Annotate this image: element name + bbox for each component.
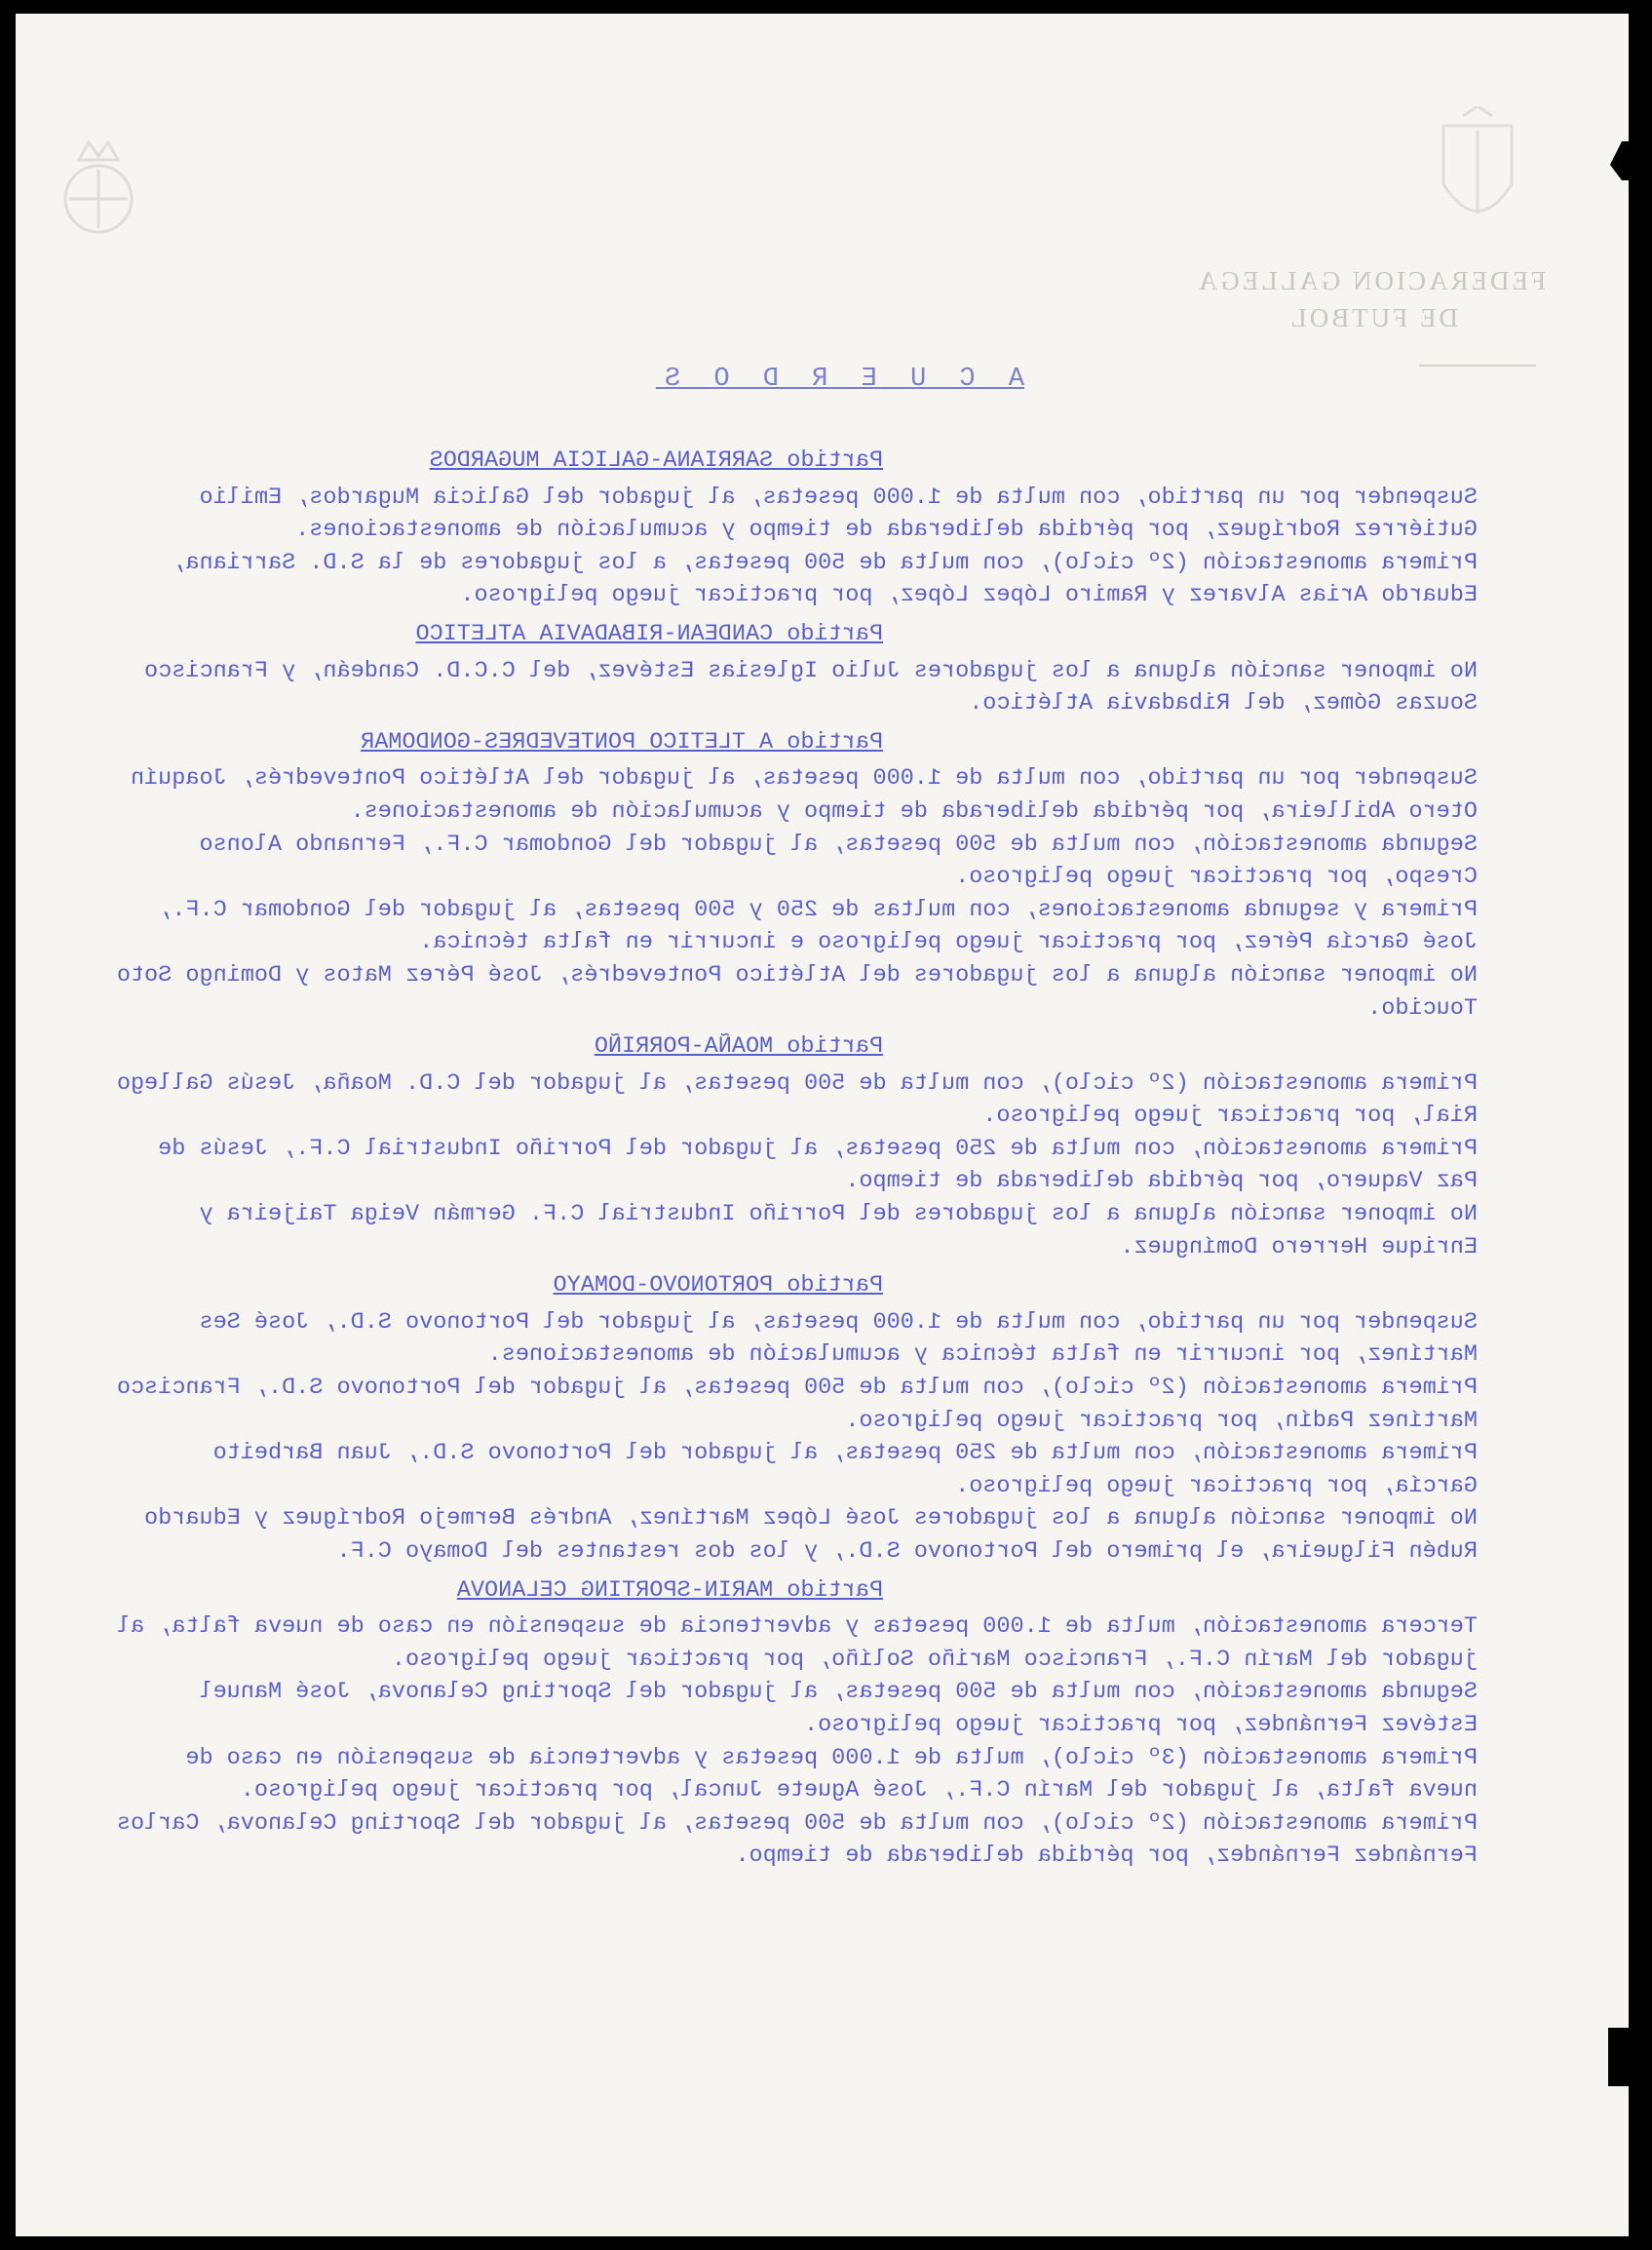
shield-crest-icon — [1434, 106, 1521, 248]
paragraph: Primera amonestación (2º ciclo), con multa de 500 pesetas, al jugador del Sporting Celanova, Carlos Fernández Fernández, por pérdida deliberada de tiempo. — [116, 1809, 1478, 1870]
paragraph: Suspender por un partido, con multa de 1.000 pesetas, al jugador del Galicia Mugardos, Emilio Gutiérrez Rodríguez, por pérdida deliberada de tiempo y acumulación de amonestaciones. — [199, 484, 1478, 544]
paragraph: Suspender por un partido, con multa de 1.000 pesetas, al jugador del Atlético Pontevedrés, Joaquín Otero Abilleira, por pérdida deliberada de tiempo y acumulación de amonestaciones. — [130, 765, 1478, 825]
paragraph: Segunda amonestación, con multa de 500 pesetas, al jugador del Gondomar C.F., Fernando Alonso Crespo, por practicar juego peligroso. — [199, 831, 1478, 891]
scanned-page — [16, 14, 1629, 2236]
paragraph: No imponer sanción alguna a los jugadores José López Martínez, Andrés Bermejo Rodríguez y Eduardo Rubén Filgueira, el primero del Portonovo S.D., y los dos restantes del Domayo C.F. — [144, 1505, 1478, 1565]
paragraph: Segunda amonestación, con multa de 500 pesetas, al jugador del Sporting Celanova, José Manuel Estévez Fernández, por practicar juego peligroso. — [199, 1679, 1478, 1738]
paragraph: Primera amonestación (2º ciclo), con multa de 500 pesetas, al jugador del C.D. Moaña, Jesús Gallego Rial, por practicar juego peligroso. — [116, 1069, 1478, 1130]
paragraph: Primera amonestación (2º ciclo), con multa de 500 pesetas, a los jugadores de la S.D. Sarriana, Eduardo Arias Alvarez y Ramiro López López, por practicar juego peligroso. — [172, 549, 1478, 609]
paragraph: Primera y segunda amonestaciones, con multas de 250 y 500 pesetas, al jugador del Gondomar C.F., José García Pérez, por practicar juego peligroso e incurrir en falta técnica. — [158, 896, 1478, 956]
letterhead-rule — [1419, 365, 1536, 367]
section-moana — [113, 1030, 1478, 1263]
section-marin — [113, 1574, 1478, 1873]
paragraph: Primera amonestación, con multa de 250 pesetas, al jugador del Portonovo S.D., Juan Barbeito García, por practicar juego peligroso. — [212, 1440, 1478, 1499]
paragraph: Primera amonestación, con multa de 250 pesetas, al jugador del Porriño Industrial C.F., Jesús de Paz Vaquero, por pérdida deliberada de tiempo. — [158, 1135, 1478, 1195]
section-pontevedres — [113, 726, 1478, 1025]
letterhead-line2: DE FUTBOL — [1287, 303, 1458, 332]
paragraph: No imponer sanción alguna a los jugadores del Atlético Pontevedrés, José Pérez Matos y Domingo Soto Toucido. — [116, 961, 1478, 1022]
page-title: A C U E R D O S — [655, 365, 1024, 394]
paragraph: Primera amonestación (3º ciclo), multa de 1.000 pesetas y advertencia de suspensión en caso de nueva falta, al jugador del Marín C.F., José Aguete Juncal, por practicar juego peligroso. — [185, 1744, 1478, 1804]
section-portonovo — [113, 1269, 1478, 1568]
letterhead — [1127, 262, 1546, 336]
section-heading: Partido SARRIANA-GALICIA MUGARDOS — [429, 447, 883, 474]
paragraph: No imponer sanción alguna a los jugadores del Porriño Industrial C.F. Germán Veiga Taijeira y Enrique Herrero Domínguez. — [199, 1201, 1478, 1261]
paragraph: No imponer sanción alguna a los jugadores Julio Iglesias Estévez, del C.C.D. Candeán, y Francisco Souzas Gómez, del Ribadavia Atlético. — [144, 657, 1478, 718]
section-heading: Partido A TLETICO PONTEVEDRES-GONDOMAR — [361, 728, 883, 756]
paragraph: Primera amonestación (2º ciclo), con multa de 500 pesetas, al jugador del Portonovo S.D., Francisco Martínez Padín, por practicar juego peligroso. — [116, 1375, 1478, 1434]
section-heading: Partido CANDEAN-RIBADAVIA ATLETICO — [415, 620, 883, 647]
binder-tab — [1608, 2028, 1639, 2086]
crown-crest-icon — [59, 131, 137, 243]
section-sarriana — [113, 445, 1478, 612]
section-heading: Partido PORTONOVO-DOMAYO — [553, 1272, 883, 1300]
paragraph: Tercera amonestación, multa de 1.000 pesetas y advertencia de suspensión en caso de nueva falta, al jugador del Marín C.F., Francisco Mariño Solíño, por practicar juego peligroso. — [116, 1613, 1478, 1673]
section-heading: Partido MARIN-SPORTING CELANOVA — [456, 1576, 883, 1604]
paragraph: Suspender por un partido, con multa de 1.000 pesetas, al jugador del Portonovo S.D., José Ses Martínez, por incurrir en falta técnica y acumulación de amonestaciones. — [199, 1308, 1478, 1369]
section-heading: Partido MOAÑA-PORRIÑO — [594, 1033, 883, 1061]
document-body — [113, 441, 1478, 1879]
mirrored-content — [16, 14, 1629, 2236]
section-candean — [113, 618, 1478, 720]
letterhead-line1: FEDERACION GALLEGA — [1195, 266, 1546, 295]
